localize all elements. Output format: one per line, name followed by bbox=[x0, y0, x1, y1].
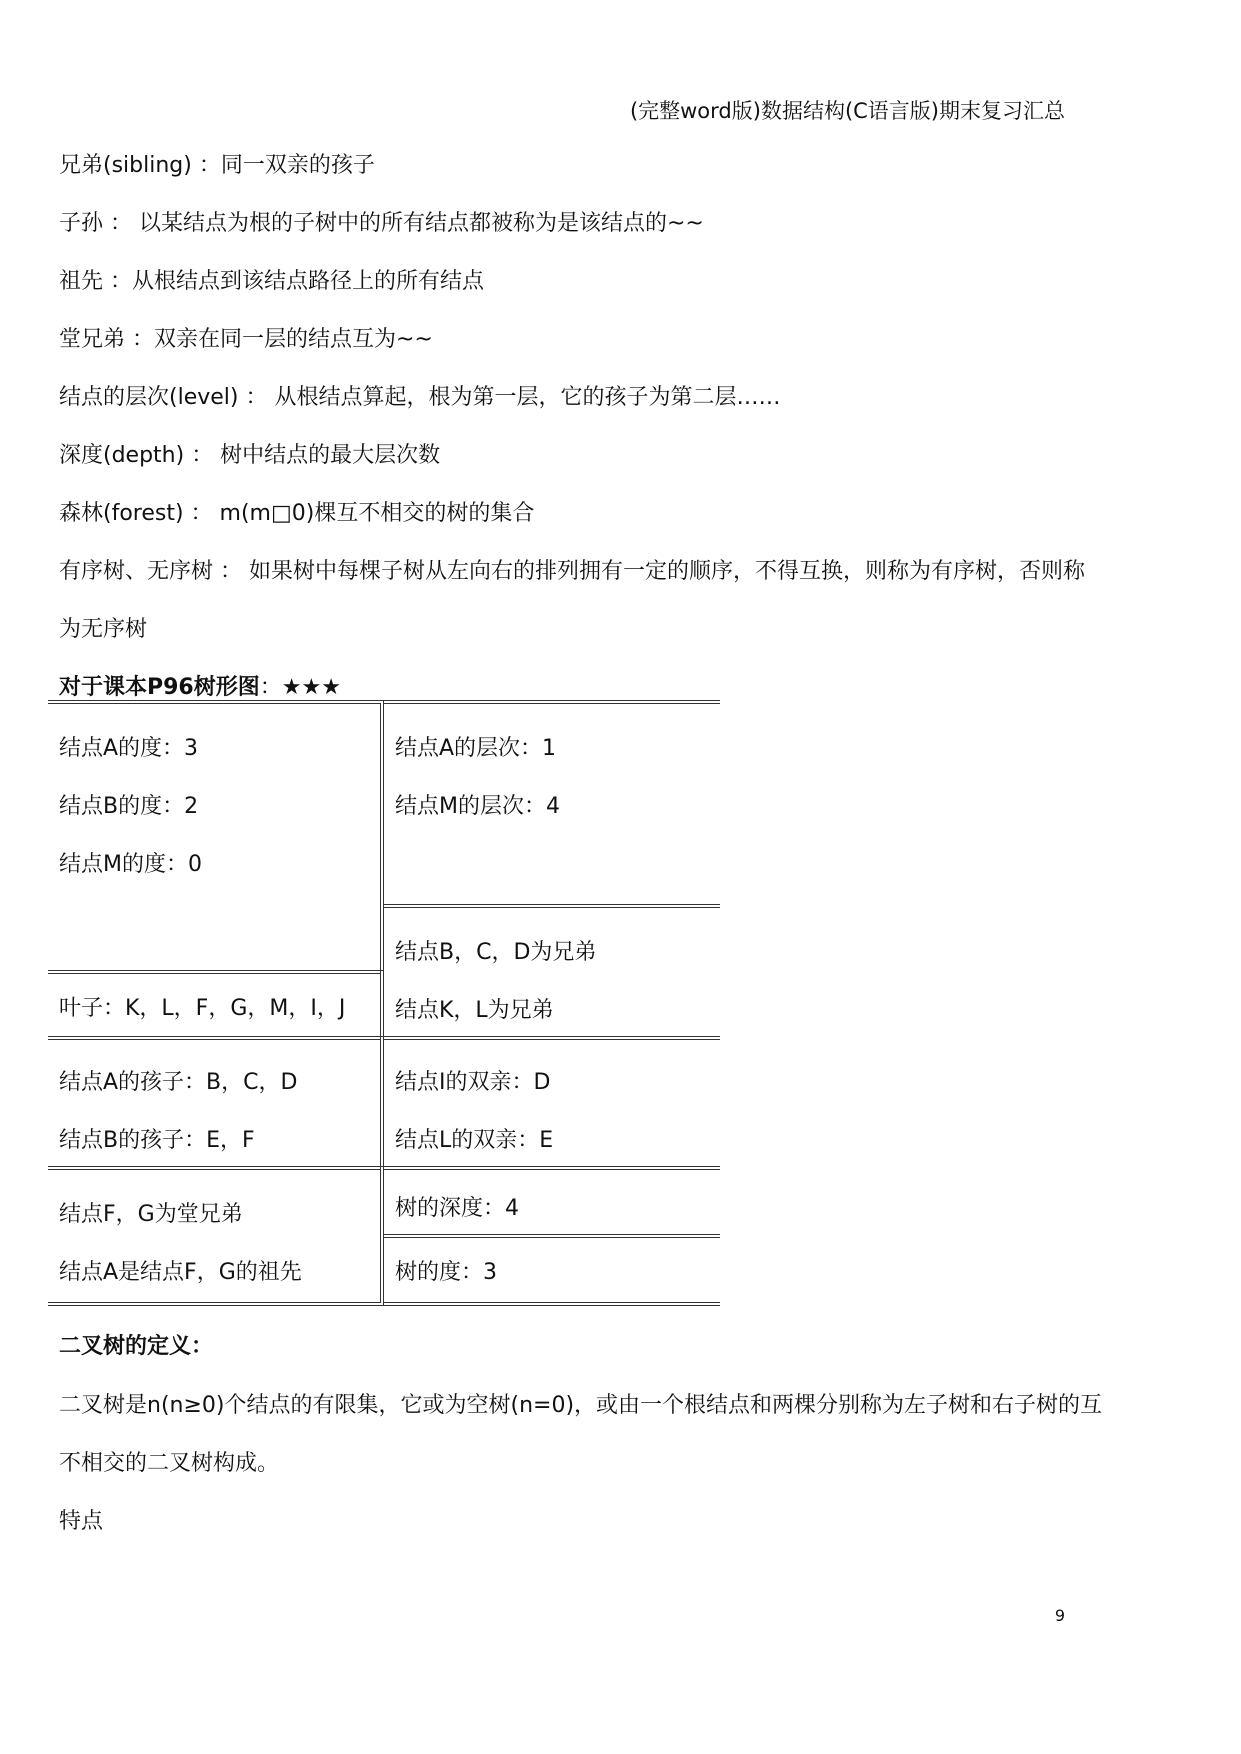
table-text: 结点K，L为兄弟 bbox=[395, 998, 554, 1023]
table-text: 结点M的层次：4 bbox=[395, 794, 560, 819]
table-text: 结点A的度：3 bbox=[59, 736, 199, 761]
table-text: 结点L的双亲：E bbox=[395, 1128, 554, 1153]
table-cell-left-2 bbox=[48, 970, 384, 1040]
table-cell-left-4 bbox=[48, 1166, 384, 1306]
table-text: 结点I的双亲：D bbox=[395, 1070, 551, 1095]
term-descendant: 子孙 ： 以某结点为根的子树中的所有结点都被称为是该结点的~~ bbox=[59, 211, 704, 236]
term-ordered-tree: 有序树、无序树 ： 如果树中每棵子树从左向右的排列拥有一定的顺序，不得互换，则称为有序树，否则称 bbox=[59, 559, 1085, 584]
table-text: 结点B的度：2 bbox=[59, 794, 199, 819]
table-cell-right-4 bbox=[384, 1166, 720, 1238]
term-ordered-tree-cont: 为无序树 bbox=[59, 617, 148, 642]
table-heading-stars: ：★★★ bbox=[259, 675, 341, 700]
table-text: 结点A的孩子：B，C，D bbox=[59, 1070, 298, 1095]
table-text: 树的深度：4 bbox=[395, 1196, 519, 1221]
table-cell-left-1 bbox=[48, 700, 384, 974]
table-cell-right-2 bbox=[384, 904, 720, 1040]
term-cousin: 堂兄弟 ：双亲在同一层的结点互为~~ bbox=[59, 327, 433, 352]
table-text: 结点M的度：0 bbox=[59, 852, 202, 877]
table-heading bbox=[59, 670, 341, 701]
table-text: 结点A是结点F，G的祖先 bbox=[59, 1260, 302, 1285]
table-text: 结点B，C，D为兄弟 bbox=[395, 940, 597, 965]
page-number: 9 bbox=[1054, 1606, 1065, 1625]
term-forest: 森林(forest) ： m(m□0)棵互不相交的树的集合 bbox=[59, 501, 535, 526]
table-cell-right-1 bbox=[384, 700, 720, 908]
table-text: 结点A的层次：1 bbox=[395, 736, 557, 761]
definition-line-2: 不相交的二叉树构成。 bbox=[59, 1451, 280, 1476]
table-text: 叶子：K，L，F，G，M，I，J bbox=[59, 996, 346, 1021]
table-heading-text: 对于课本P96树形图 bbox=[59, 675, 260, 700]
table-text: 结点B的孩子：E，F bbox=[59, 1128, 255, 1153]
table-cell-right-3 bbox=[384, 1036, 720, 1170]
term-depth: 深度(depth) ： 树中结点的最大层次数 bbox=[59, 443, 441, 468]
page-header: (完整word版)数据结构(C语言版)期末复习汇总 bbox=[629, 99, 1065, 123]
section-title: 二叉树的定义： bbox=[59, 1334, 214, 1359]
table-text: 树的度：3 bbox=[395, 1260, 497, 1285]
table-cell-right-5 bbox=[384, 1234, 720, 1306]
term-sibling: 兄弟(sibling) ：同一双亲的孩子 bbox=[59, 153, 375, 178]
term-level: 结点的层次(level) ： 从根结点算起，根为第一层，它的孩子为第二层…… bbox=[59, 385, 781, 410]
term-ancestor: 祖先 ：从根结点到该结点路径上的所有结点 bbox=[59, 269, 484, 294]
feature-label: 特点 bbox=[59, 1509, 104, 1534]
table-text: 结点F，G为堂兄弟 bbox=[59, 1202, 243, 1227]
definition-line-1: 二叉树是n(n≥0)个结点的有限集，它或为空树(n=0)，或由一个根结点和两棵分别称为左子树和右子树的互 bbox=[59, 1393, 1103, 1418]
table-cell-left-3 bbox=[48, 1036, 384, 1170]
